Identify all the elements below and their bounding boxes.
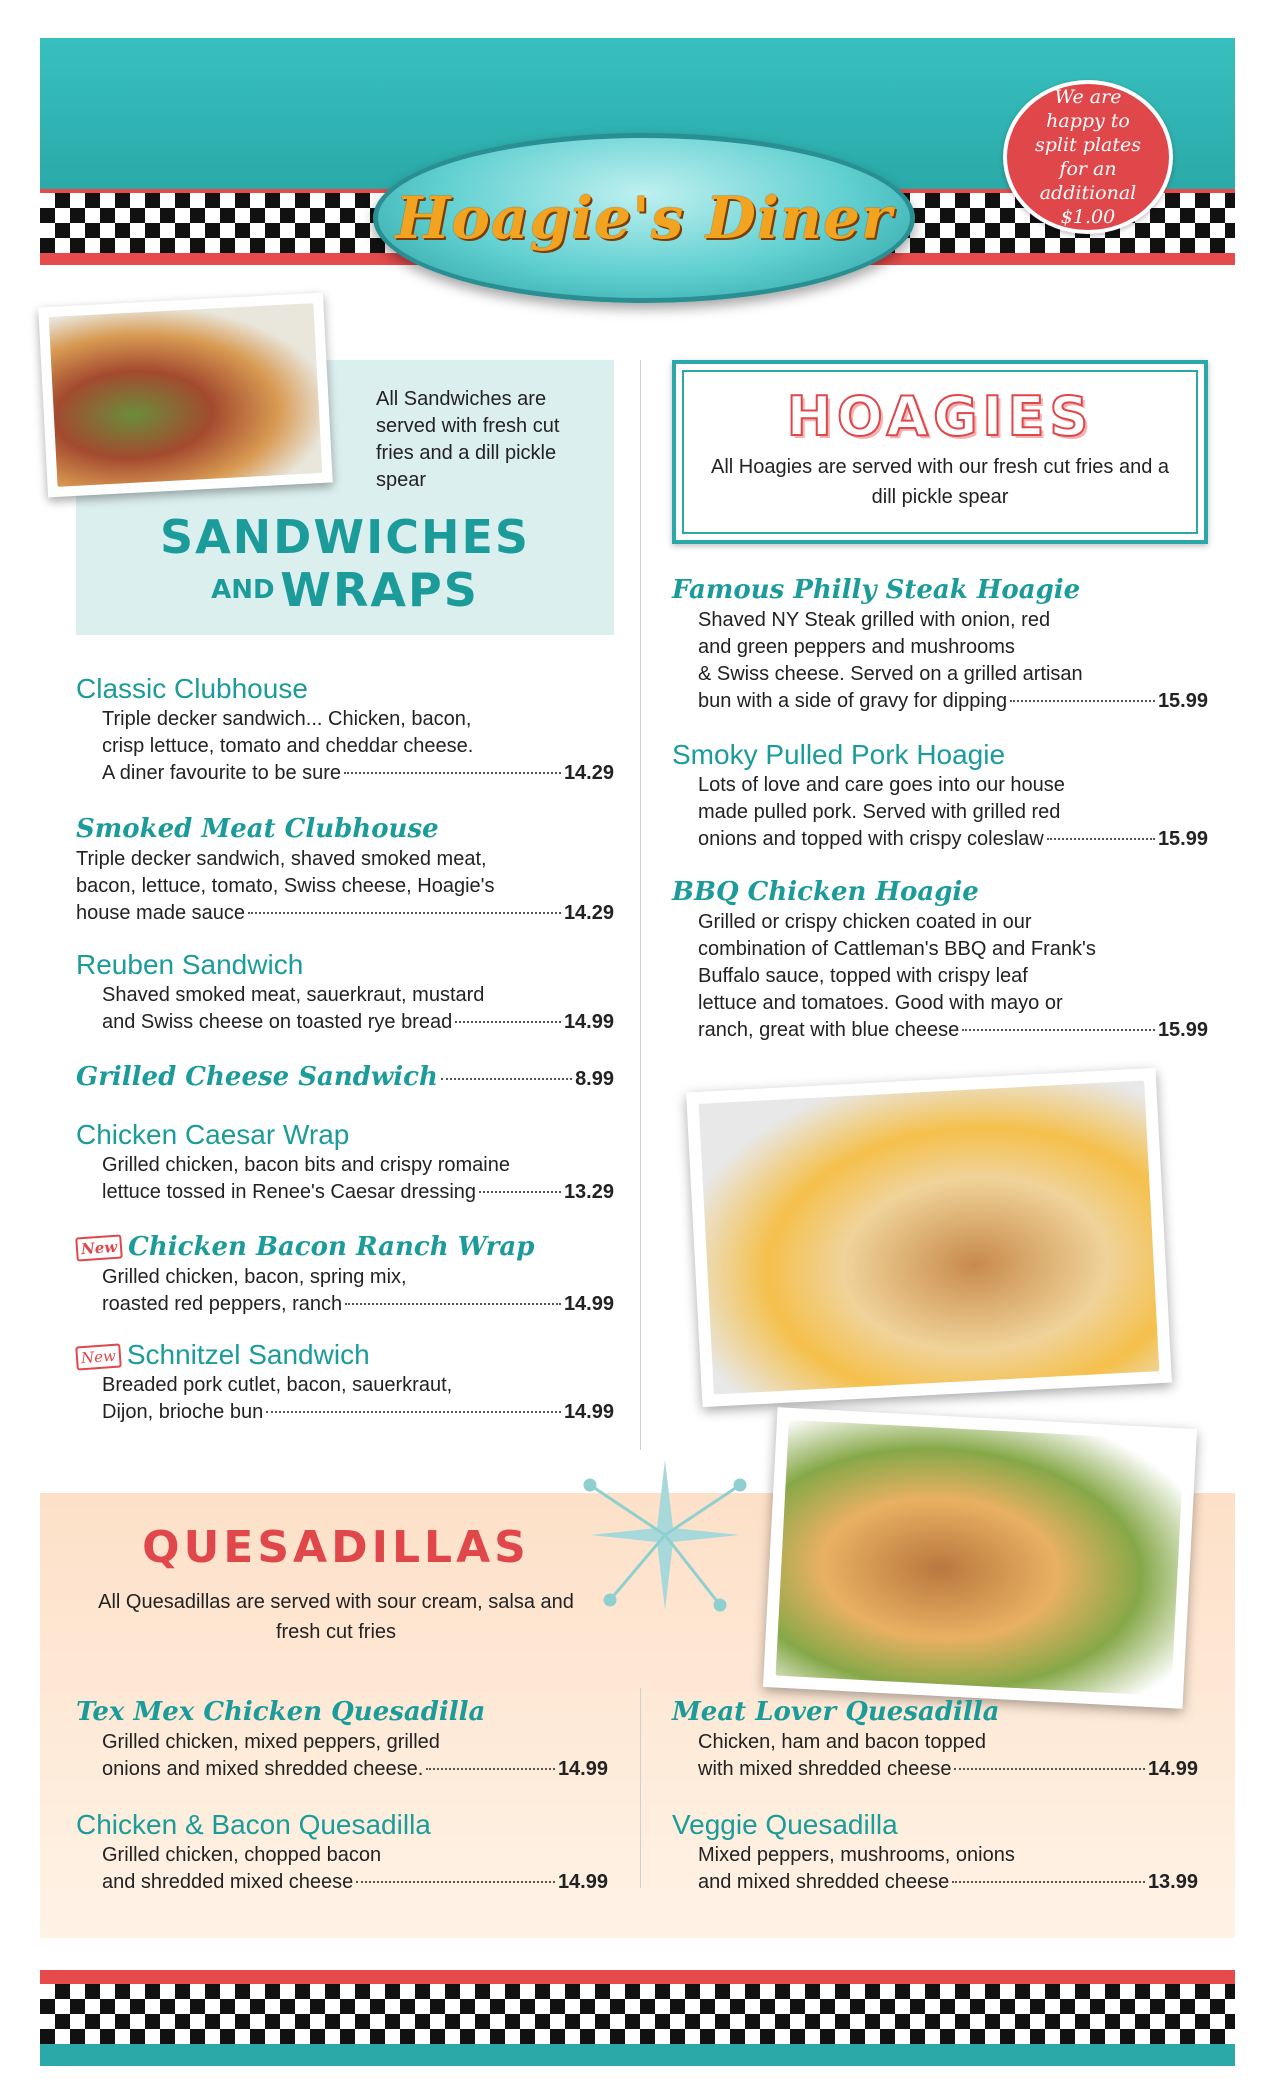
- item-price: 13.29: [563, 1181, 614, 1203]
- item-price-line: [672, 1869, 1198, 1896]
- split-plates-text: We are happy to split plates for an additional $1.00: [1035, 86, 1141, 228]
- logo-oval: [373, 133, 915, 303]
- item-name: Chicken Bacon Ranch Wrap: [128, 1232, 535, 1262]
- item-desc: with mixed shredded cheese: [698, 1758, 952, 1780]
- menu-item-smoked-meat-clubhouse: [76, 812, 614, 927]
- hoagie-photo: [686, 1068, 1172, 1407]
- item-price: 15.99: [1157, 1019, 1208, 1041]
- split-plates-badge: [1003, 80, 1173, 234]
- item-name: Classic Clubhouse: [76, 673, 308, 704]
- menu-item-smoky-pulled-pork: [672, 738, 1208, 853]
- item-desc: Shaved NY Steak grilled with onion, red: [698, 609, 1051, 631]
- item-desc: crisp lettuce, tomato and cheddar cheese.: [102, 735, 474, 757]
- item-desc: Lots of love and care goes into our house: [698, 774, 1065, 796]
- item-desc: and Swiss cheese on toasted rye bread: [102, 1011, 453, 1033]
- footer-red-stripe: [40, 1970, 1235, 1984]
- item-name: Famous Philly Steak Hoagie: [672, 575, 1081, 605]
- column-divider: [640, 360, 641, 1450]
- item-desc: and green peppers and mushrooms: [698, 636, 1015, 658]
- item-desc: bacon, lettuce, tomato, Swiss cheese, Hoagie's: [76, 875, 495, 897]
- item-name: Schnitzel Sandwich: [126, 1339, 370, 1370]
- item-price-line: [672, 1017, 1208, 1044]
- menu-item-veggie-quesadilla: [672, 1808, 1198, 1896]
- item-price: 14.29: [563, 902, 614, 924]
- item-name: Grilled Cheese Sandwich: [76, 1062, 438, 1092]
- item-desc: Grilled chicken, mixed peppers, grilled: [102, 1731, 440, 1753]
- item-desc: A diner favourite to be sure: [102, 762, 342, 784]
- item-price: 8.99: [575, 1068, 614, 1090]
- item-desc: Grilled chicken, bacon, spring mix,: [102, 1266, 407, 1288]
- item-price: 15.99: [1157, 690, 1208, 712]
- sandwich-wrap-photo: [38, 293, 333, 498]
- item-price-line: [76, 760, 614, 787]
- menu-item-chicken-bacon-quesadilla: [76, 1808, 608, 1896]
- quesadillas-column-divider: [640, 1688, 641, 1888]
- menu-item-famous-philly: [672, 573, 1208, 715]
- item-desc: lettuce tossed in Renee's Caesar dressing: [102, 1181, 477, 1203]
- menu-item-chicken-caesar-wrap: [76, 1118, 614, 1206]
- item-name: Reuben Sandwich: [76, 949, 304, 980]
- item-price: 15.99: [1157, 828, 1208, 850]
- item-desc: roasted red peppers, ranch: [102, 1293, 343, 1315]
- item-desc: onions and topped with crispy coleslaw: [698, 828, 1044, 850]
- footer-banner: [40, 1970, 1235, 2070]
- item-name: Chicken & Bacon Quesadilla: [76, 1809, 431, 1840]
- quesadilla-photo: [763, 1407, 1197, 1709]
- item-desc: made pulled pork. Served with grilled red: [698, 801, 1061, 823]
- new-badge: New: [75, 1234, 123, 1261]
- item-name: Meat Lover Quesadilla: [672, 1697, 1000, 1727]
- item-price-line: [76, 1399, 614, 1426]
- hoagies-title: HOAGIES: [786, 385, 1094, 448]
- new-badge: New: [75, 1343, 121, 1370]
- item-desc: onions and mixed shredded cheese.: [102, 1758, 424, 1780]
- item-name-row: [76, 1230, 614, 1264]
- item-price: 14.99: [563, 1293, 614, 1315]
- sandwiches-title: SANDWICHES: [159, 510, 531, 564]
- menu-item-classic-clubhouse: [76, 672, 614, 787]
- item-price: 14.99: [563, 1011, 614, 1033]
- item-desc: bun with a side of gravy for dipping: [698, 690, 1008, 712]
- item-desc: Grilled or crispy chicken coated in our: [698, 911, 1032, 933]
- item-price-line: [76, 900, 614, 927]
- item-price-line: [76, 1291, 614, 1318]
- item-price-line: [672, 1756, 1198, 1783]
- item-desc: Dijon, brioche bun: [102, 1401, 264, 1423]
- item-price: 13.99: [1147, 1871, 1198, 1893]
- item-price-line: [76, 1009, 614, 1036]
- menu-item-grilled-cheese: [76, 1060, 614, 1094]
- item-desc: Buffalo sauce, topped with crispy leaf: [698, 965, 1028, 987]
- item-price: 14.99: [557, 1871, 608, 1893]
- item-desc: and mixed shredded cheese: [698, 1871, 950, 1893]
- item-desc: & Swiss cheese. Served on a grilled artisan: [698, 663, 1083, 685]
- item-desc: Grilled chicken, chopped bacon: [102, 1844, 382, 1866]
- item-name: Smoked Meat Clubhouse: [76, 814, 439, 844]
- menu-item-reuben-sandwich: [76, 948, 614, 1036]
- item-desc: Triple decker sandwich... Chicken, bacon,: [102, 708, 472, 730]
- item-desc: Grilled chicken, bacon bits and crispy romaine: [102, 1154, 510, 1176]
- item-desc: lettuce and tomatoes. Good with mayo or: [698, 992, 1063, 1014]
- item-price: 14.99: [557, 1758, 608, 1780]
- item-price: 14.99: [1147, 1758, 1198, 1780]
- item-desc: Breaded pork cutlet, bacon, sauerkraut,: [102, 1374, 453, 1396]
- item-price-line: [76, 1756, 608, 1783]
- hoagies-note: All Hoagies are served with our fresh cut fries and a dill pickle spear: [711, 456, 1169, 508]
- item-name: Tex Mex Chicken Quesadilla: [76, 1697, 486, 1727]
- menu-item-meat-lover-quesadilla: [672, 1695, 1198, 1783]
- item-price-line: [76, 1869, 608, 1896]
- item-price-line: [76, 1179, 614, 1206]
- logo-text: Hoagie's Diner: [395, 184, 893, 252]
- item-desc: Shaved smoked meat, sauerkraut, mustard: [102, 984, 485, 1006]
- item-price-line: [672, 826, 1208, 853]
- footer-checkerboard: [40, 1984, 1235, 2044]
- item-desc: Chicken, ham and bacon topped: [698, 1731, 986, 1753]
- starburst-icon: [570, 1440, 760, 1630]
- item-name: Chicken Caesar Wrap: [76, 1119, 350, 1150]
- quesadillas-title: QUESADILLAS: [142, 1522, 530, 1573]
- menu-item-bbq-chicken-hoagie: [672, 875, 1208, 1044]
- and-word: AND: [211, 575, 275, 605]
- menu-item-chicken-bacon-ranch-wrap: [76, 1230, 614, 1318]
- item-name: BBQ Chicken Hoagie: [672, 877, 979, 907]
- item-desc: house made sauce: [76, 902, 246, 924]
- item-price: 14.29: [563, 762, 614, 784]
- sandwiches-note: All Sandwiches are served with fresh cut fries and a dill pickle spear: [376, 388, 560, 491]
- item-name: Smoky Pulled Pork Hoagie: [672, 739, 1006, 770]
- item-desc: ranch, great with blue cheese: [698, 1019, 960, 1041]
- item-price-line: [672, 688, 1208, 715]
- item-desc: and shredded mixed cheese: [102, 1871, 354, 1893]
- quesadillas-note: All Quesadillas are served with sour cream, salsa and fresh cut fries: [98, 1591, 574, 1643]
- item-desc: Triple decker sandwich, shaved smoked meat,: [76, 848, 487, 870]
- menu-item-schnitzel-sandwich: [76, 1338, 614, 1426]
- wraps-word: WRAPS: [280, 563, 479, 617]
- footer-teal-stripe: [40, 2044, 1235, 2066]
- item-price: 14.99: [563, 1401, 614, 1423]
- item-desc: combination of Cattleman's BBQ and Frank's: [698, 938, 1096, 960]
- menu-item-tex-mex-chicken-quesadilla: [76, 1695, 608, 1783]
- wraps-title: [76, 563, 614, 617]
- item-name: Veggie Quesadilla: [672, 1809, 898, 1840]
- item-name-row: [76, 1338, 614, 1372]
- item-desc: Mixed peppers, mushrooms, onions: [698, 1844, 1015, 1866]
